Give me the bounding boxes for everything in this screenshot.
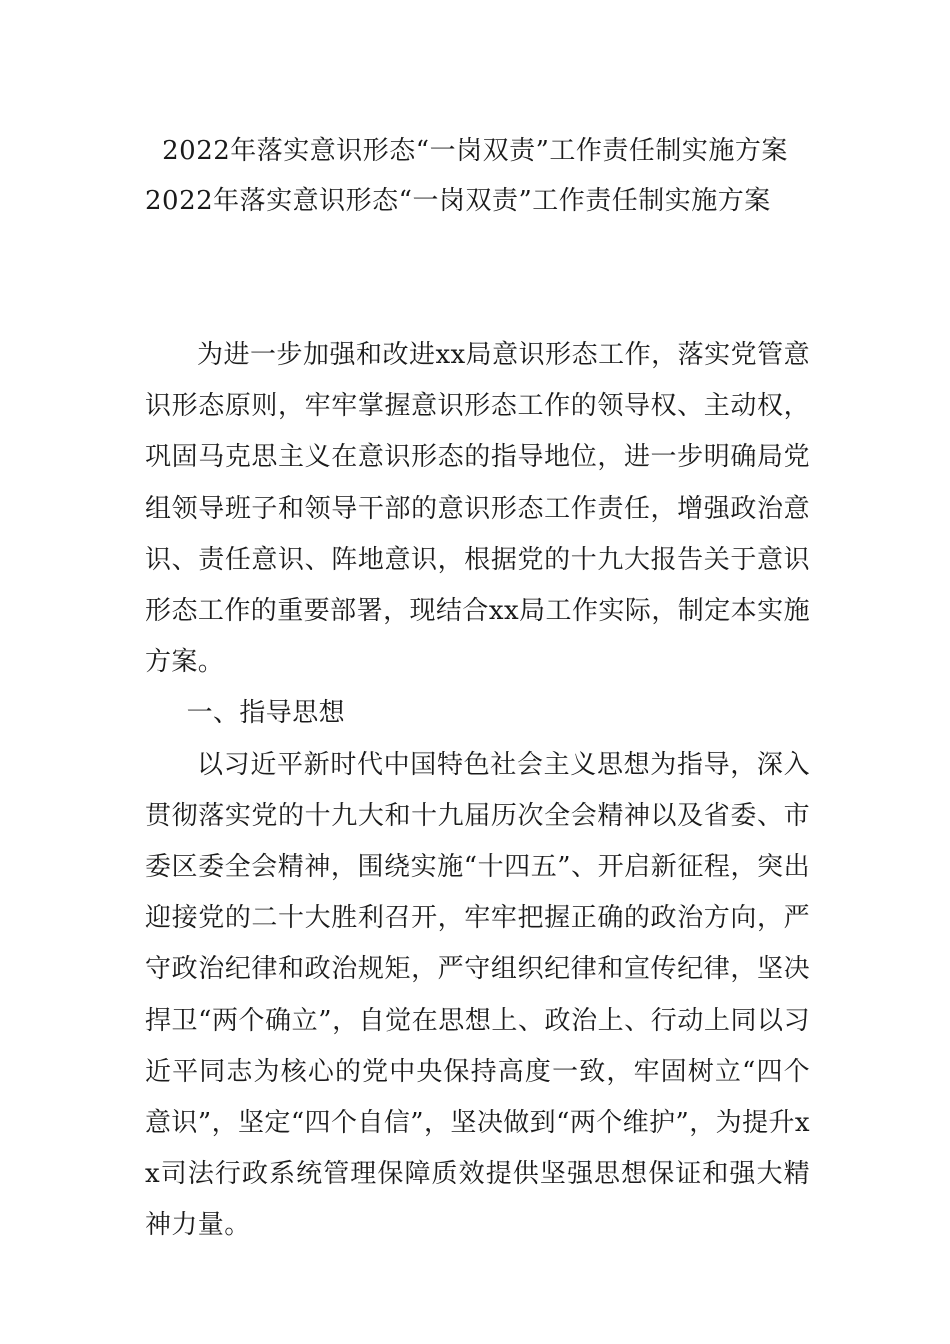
section-paragraph-guiding-ideology: 以习近平新时代中国特色社会主义思想为指导，深入贯彻落实党的十九大和十九届历次全会精神以及省委、市委区委全会精神，围绕实施“十四五”、开启新征程，突出迎接党的二十大胜利召开，牢牢把握正确的政治方向，严守政治纪律和政治规矩，严守组织纪律和宣传纪律，坚决捍卫“两个确立”，自觉在思想上、政治上、行动上同以习近平同志为核心的党中央保持高度一致，牢固树立“四个意识”，坚定“四个自信”，坚决做到“两个维护”，为提升xx司法行政系统管理保障质效提供坚强思想保证和强大精神力量。	[145, 749, 810, 1241]
document-body	[145, 330, 810, 1252]
document-title: 2022年落实意识形态“一岗双责”工作责任制实施方案	[162, 136, 788, 166]
document-title-repeat: 2022年落实意识形态“一岗双责”工作责任制实施方案	[145, 186, 771, 216]
section-heading-guiding-ideology: 一、指导思想	[186, 698, 345, 729]
intro-paragraph: 为进一步加强和改进xx局意识形态工作，落实党管意识形态原则，牢牢掌握意识形态工作的领导权、主动权，巩固马克思主义在意识形态的指导地位，进一步明确局党组领导班子和领导干部的意识形态工作责任，增强政治意识、责任意识、阵地意识，根据党的十九大报告关于意识形态工作的重要部署，现结合xx局工作实际，制定本实施方案。	[145, 340, 810, 678]
